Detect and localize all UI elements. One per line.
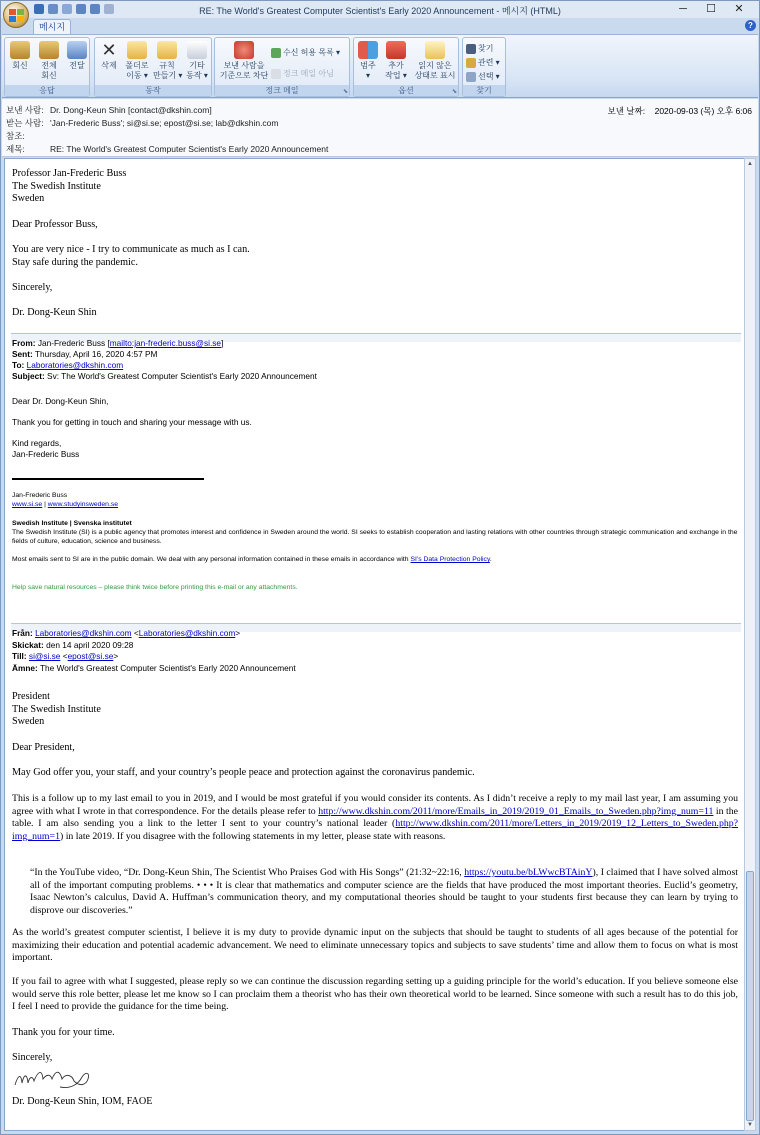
sent-date: [608, 105, 752, 117]
vertical-scrollbar[interactable]: [744, 158, 756, 1131]
quote2-subject: [12, 663, 296, 675]
quote1-regards: [12, 438, 79, 460]
handwritten-signature: [12, 1065, 92, 1093]
reply-body: [12, 244, 250, 269]
addr-line: Sweden: [12, 716, 45, 727]
scroll-thumb[interactable]: [746, 871, 754, 1121]
group-label: 정크 메일: [215, 85, 349, 96]
close-button[interactable]: ✕: [734, 3, 744, 15]
message-header: [2, 99, 758, 157]
message-body: [4, 158, 745, 1131]
subject-row: [6, 143, 328, 155]
field-value: <: [60, 651, 68, 662]
reply-line: You are very nice - I try to communicate as much as I can.: [12, 244, 250, 255]
categorize-icon: [358, 41, 378, 59]
cc-row: [6, 130, 50, 142]
related-icon: [466, 58, 476, 68]
maximize-button[interactable]: ☐: [706, 3, 716, 15]
group-respond: [4, 37, 90, 97]
emails-2019-link[interactable]: http://www.dkshin.com/2011/more/Emails_in_2019/2019_01_Emails_to_Sweden.php?img_num=11: [318, 805, 714, 817]
quote2-paragraph-2: [12, 793, 738, 843]
youtube-link[interactable]: https://youtu.be/bLWwcBTAinY: [464, 867, 593, 878]
from-value[interactable]: Dr. Dong-Keun Shin [contact@dkshin.com]: [50, 105, 212, 115]
other-actions-button[interactable]: 기타 동작 ▾: [183, 41, 211, 81]
quote-text: “In the YouTube video, “Dr. Dong-Keun Shin, The Scientist Who Praises God with His Songs” (21:32~22:16,: [30, 867, 465, 878]
office-logo-icon: [9, 9, 25, 23]
field-value: Thursday, April 16, 2020 4:57 PM: [32, 349, 158, 359]
quote2-sent: [12, 640, 296, 652]
office-button[interactable]: [3, 2, 29, 28]
field-key: Sent:: [12, 349, 33, 359]
dialog-launcher-icon[interactable]: ⬊: [451, 89, 457, 95]
reply-icon: [10, 41, 30, 59]
quote2-signature: Dr. Dong-Keun Shin, IOM, FAOE: [12, 1096, 153, 1107]
create-rule-button[interactable]: 규칙 만들기 ▾: [153, 41, 181, 81]
privacy-note: [12, 556, 738, 563]
regards-name: Jan-Frederic Buss: [12, 449, 80, 459]
quote2-paragraph-1: May God offer you, your staff, and your country’s people peace and protection against the coronavirus pandemic.: [12, 767, 475, 778]
regards-line: Kind regards,: [12, 438, 62, 448]
group-find: [462, 37, 506, 97]
to-label: 받는 사람:: [6, 118, 44, 128]
quote1-org-signature: [12, 491, 118, 509]
help-icon[interactable]: ?: [745, 20, 756, 31]
field-value: >: [235, 628, 241, 638]
quote1-header: [12, 338, 317, 382]
select-button[interactable]: 선택 ▾: [466, 71, 500, 82]
follow-up-button[interactable]: 추가 작업 ▾: [382, 41, 410, 81]
email-link[interactable]: si@si.se: [28, 651, 61, 662]
sig-links: [12, 500, 118, 509]
field-value: Sv: The World's Greatest Computer Scientist's Early 2020 Announcement: [44, 371, 317, 381]
field-key: Subject:: [12, 371, 45, 381]
window-controls: [669, 1, 753, 17]
group-actions: [94, 37, 212, 97]
para-text: This is a follow up to my last email to you in 2019, and I would be most grateful if you would consider its contents. As I didn’t receive a reply to my mail last year, I am assuming you agree with what I wrote in that correspondence. For the details please refer to: [12, 793, 738, 817]
field-key: Till:: [12, 651, 27, 662]
block-sender-button[interactable]: 보낸 사람을 기준으로 차단: [217, 41, 271, 81]
find-button[interactable]: 찾기: [466, 43, 493, 54]
safe-list-button[interactable]: 수신 허용 목록 ▾: [271, 47, 340, 58]
rule-icon: [157, 41, 177, 59]
other-actions-icon: [187, 41, 207, 59]
quote2-address: [12, 691, 101, 729]
signature-divider: [12, 478, 204, 480]
field-value: ]: [221, 338, 224, 348]
from-row: [6, 104, 212, 116]
cursor-icon: [466, 72, 476, 82]
org-description: The Swedish Institute (SI) is a public agency that promotes interest and confidence in Sweden around the world. SI seeks to establish cooperation and lasting relations with other countries through strategic communication and exchange in the fields of culture, education, science and business.: [12, 529, 738, 545]
si-website-link[interactable]: www.si.se: [12, 501, 43, 508]
quote2-paragraph-3: As the world’s greatest computer scientist, I believe it is my duty to provide dynamic input on the subjects that should be taught to students of all ages because of the potential for maximizing their education and potential academic advancement. We need to eliminate unnecessary topics and subjects to save students’ time and allow them to focus on what is most important.: [12, 927, 738, 963]
field-value: <: [131, 628, 139, 638]
scroll-down-icon[interactable]: ▼: [747, 1122, 753, 1128]
to-row: [6, 117, 279, 129]
field-key: Ämne:: [12, 663, 38, 674]
quote1-subject: [12, 371, 317, 382]
group-label: 응답: [5, 85, 89, 96]
folder-icon: [127, 41, 147, 59]
dialog-launcher-icon[interactable]: ⬊: [342, 89, 348, 95]
field-value: den 14 april 2020 09:28: [43, 639, 134, 650]
reply-button[interactable]: 회신: [7, 41, 33, 71]
categorize-button[interactable]: 범주 ▾: [356, 41, 380, 81]
privacy-text: Most emails sent to SI are in the public domain. We deal with any personal information contained in these emails in accordance with: [12, 556, 411, 563]
forward-icon: [67, 41, 87, 59]
move-to-folder-button[interactable]: 폴더로 이동 ▾: [123, 41, 151, 81]
data-protection-link[interactable]: SI's Data Protection Policy: [410, 556, 490, 563]
tab-message[interactable]: 메시지: [33, 19, 71, 34]
field-value: The World's Greatest Computer Scientist's Early 2020 Announcement: [37, 663, 296, 674]
sig-separator: |: [42, 501, 48, 508]
group-label: 찾기: [463, 85, 505, 96]
group-label: 옵션: [354, 85, 458, 96]
email-link[interactable]: Laboratories@dkshin.com: [35, 628, 132, 638]
field-key: From:: [12, 338, 36, 348]
reply-all-icon: [39, 41, 59, 59]
addr-line: The Swedish Institute: [12, 180, 101, 192]
to-value[interactable]: 'Jan-Frederic Buss'; si@si.se; epost@si.se; lab@dkshin.com: [50, 118, 279, 128]
quote1-body: Thank you for getting in touch and sharing your message with us.: [12, 417, 252, 427]
ribbon-tab-row: [1, 18, 759, 34]
title-bar: [1, 1, 759, 18]
field-value: Jan-Frederic Buss [: [35, 338, 110, 348]
email-link[interactable]: Laboratories@dkshin.com: [26, 360, 124, 370]
mailto-link[interactable]: mailto:jan-frederic.buss@si.se: [109, 338, 222, 348]
quote2-from: [12, 628, 296, 640]
flag-icon: [386, 41, 406, 59]
related-button[interactable]: 관련 ▾: [466, 57, 500, 68]
delete-icon: ✕: [101, 40, 117, 60]
sig-name: Jan-Frederic Buss: [12, 492, 68, 499]
quote1-sent: [12, 349, 317, 360]
mark-unread-button[interactable]: 읽지 않은 상태로 표시: [412, 41, 458, 81]
reply-address: [12, 168, 126, 206]
group-label: 동작: [95, 85, 211, 96]
sent-value: 2020-09-03 (목) 오후 6:06: [654, 106, 752, 116]
field-key: To:: [12, 360, 25, 370]
quote2-closing: Sincerely,: [12, 1052, 53, 1063]
quote2-header: [12, 628, 296, 675]
not-junk-button[interactable]: 정크 메일 아님: [271, 68, 334, 79]
delete-button[interactable]: ✕ 삭제: [97, 41, 121, 71]
quote1-from: [12, 338, 317, 349]
quote2-thanks: Thank you for your time.: [12, 1027, 115, 1038]
org-title: Swedish Institute | Svenska institutet: [12, 520, 132, 527]
addr-line: President: [12, 691, 50, 702]
field-value: >: [113, 651, 119, 662]
reply-line: Stay safe during the pandemic.: [12, 256, 138, 268]
quote1-greeting: Dear Dr. Dong-Keun Shin,: [12, 396, 109, 406]
ribbon: [2, 34, 758, 98]
quote2-greeting: Dear President,: [12, 742, 75, 753]
cc-label: 참조:: [6, 131, 25, 141]
email-link[interactable]: epost@si.se: [67, 651, 114, 662]
quote2-paragraph-4: If you fail to agree with what I suggested, please reply so we can continue the discussion regarding setting up a guiding principle for the world’s education. If you believe someone else would serve this role better, please let me know so I can proclaim them a theorist who has their own theoretical world to be learned. Since someone with such a result has to do this job, I feel I need to provide the guidance for the time being.: [12, 976, 738, 1012]
group-junk: [214, 37, 350, 97]
quote-text: ), I claimed that I have solved almost all of the important computing problems. • • • It is clear that mathematics and computer science are the fields that have produced the most important theories. Euclid’s geometry, Isaac Newton’s calculus, David A. Huffman’s communication theory, and my computational theories should be taught to your students first because they can learn by trying to disprove our discoveries.”: [30, 867, 738, 916]
not-junk-icon: [271, 69, 281, 79]
safe-list-icon: [271, 48, 281, 58]
mark-unread-icon: [425, 41, 445, 59]
reply-all-button[interactable]: 전체 회신: [35, 41, 63, 81]
green-note: Help save natural resources – please think twice before printing this e-mail or any attachments.: [12, 584, 298, 591]
scroll-up-icon[interactable]: ▲: [747, 161, 753, 167]
addr-line: Sweden: [12, 193, 45, 204]
quote2-to: [12, 651, 296, 663]
addr-line: Professor Jan-Frederic Buss: [12, 168, 127, 179]
group-options: [353, 37, 459, 97]
reply-greeting: Dear Professor Buss,: [12, 219, 98, 230]
para-text: ) in late 2019. If you disagree with the following statements in my letter, please state with reasons.: [59, 830, 446, 842]
minimize-button[interactable]: ─: [679, 3, 687, 15]
sent-label: 보낸 날짜:: [607, 106, 646, 116]
from-label: 보낸 사람:: [6, 105, 44, 115]
letters-2019-link[interactable]: http://www.dkshin.com/2011/more/Letters_in_2019/2019_12_Letters_to_Sweden.php?img_num=1: [12, 818, 738, 842]
privacy-text: .: [489, 556, 492, 563]
subject-value: RE: The World's Greatest Computer Scientist's Early 2020 Announcement: [50, 144, 329, 154]
field-key: Från:: [12, 628, 33, 638]
quote2-blockquote: [30, 867, 738, 917]
forward-button[interactable]: 전달: [64, 41, 90, 71]
quote1-org-info: [12, 519, 738, 546]
email-link[interactable]: Laboratories@dkshin.com: [138, 628, 236, 638]
window-title: RE: The World's Greatest Computer Scientist's Early 2020 Announcement - 메시지 (HTML): [199, 6, 561, 16]
reply-signature: Dr. Dong-Keun Shin: [12, 307, 97, 318]
block-sender-icon: [234, 41, 254, 59]
field-key: Skickat:: [12, 639, 44, 650]
binoculars-icon: [466, 44, 476, 54]
quote1-to: [12, 360, 317, 371]
addr-line: The Swedish Institute: [12, 703, 101, 715]
studyinsweden-link[interactable]: www.studyinsweden.se: [47, 501, 119, 508]
reply-closing: Sincerely,: [12, 282, 53, 293]
subject-label: 제목:: [6, 144, 25, 154]
para-text: in the table. I am also sending you a link to the letter I sent to your country’s national leader (: [12, 805, 738, 829]
